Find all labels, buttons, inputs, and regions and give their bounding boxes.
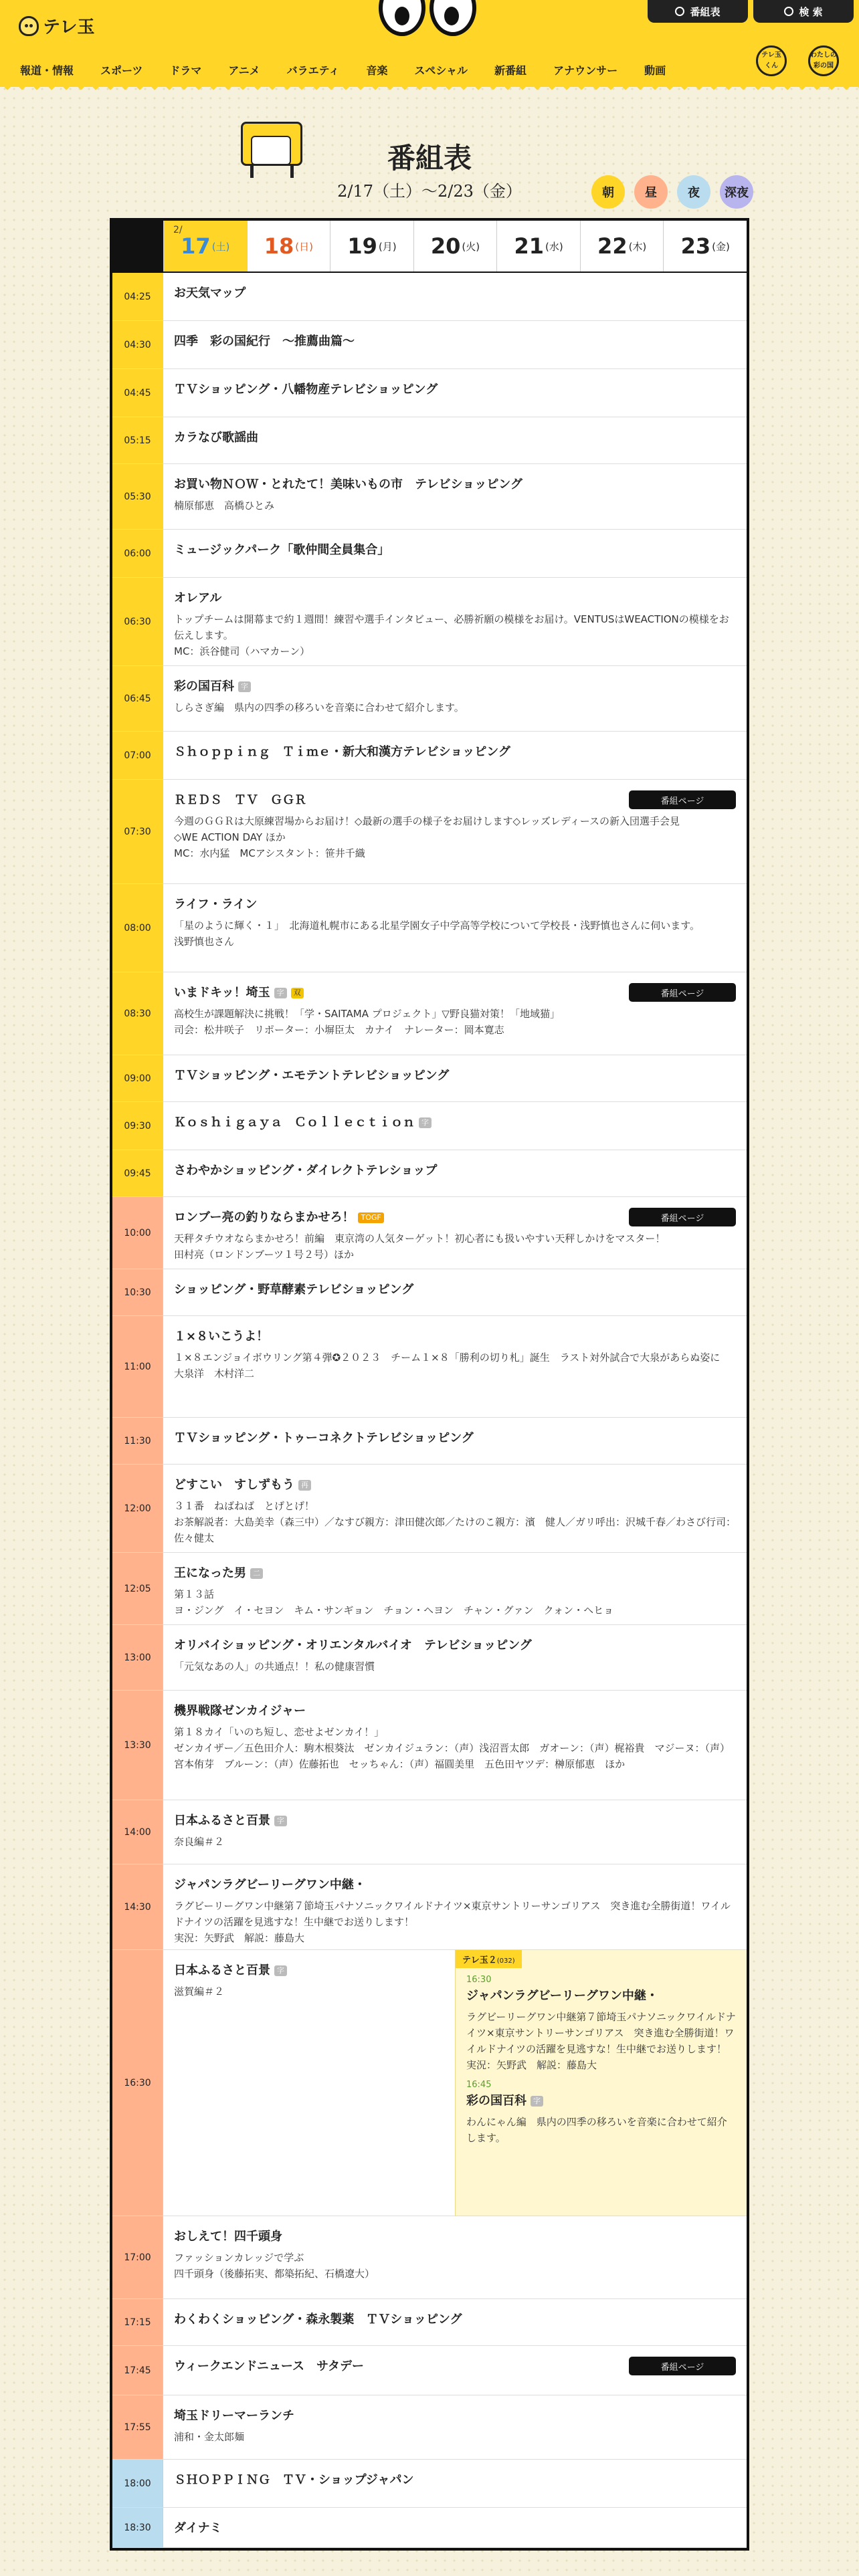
description-line: 第１３話: [174, 1588, 215, 1600]
program-description: [174, 1350, 736, 1382]
program-cell[interactable]: [163, 1864, 747, 1949]
time-cell: 10:30: [112, 1269, 163, 1315]
program-cell[interactable]: [163, 2299, 747, 2345]
program-cell[interactable]: [163, 1150, 747, 1196]
subchannel-name: テレ玉２: [462, 1955, 497, 1965]
program-title[interactable]: [174, 1962, 444, 1979]
program-description: [174, 1498, 736, 1546]
program-title-text: どすこい すしずもう: [174, 1478, 294, 1492]
program-title-text: １×８いこうよ！: [174, 1329, 269, 1344]
program-description: [174, 2250, 736, 2282]
time-cell: 11:30: [112, 1418, 163, 1464]
time-cell: 06:30: [112, 578, 163, 665]
program-title-text: オレアル: [174, 591, 222, 605]
program-title-text: ＳＨＯＰＰＩＮＧ ＴＶ・ショップジャパン: [174, 2473, 414, 2487]
day-weekday: (水): [545, 240, 563, 253]
program-row[interactable]: [112, 1800, 747, 1864]
day-tab[interactable]: [330, 221, 413, 272]
program-cell[interactable]: [163, 2460, 747, 2507]
description-line: 司会：松井咲子 リポーター：小塀臣太 カナイ ナレーター：岡本寛志: [174, 1024, 504, 1036]
program-description: [174, 1658, 736, 1675]
program-cell[interactable]: [163, 369, 747, 417]
program-cell[interactable]: [163, 1800, 747, 1864]
time-cell: 12:05: [112, 1553, 163, 1624]
program-description: [174, 1230, 736, 1263]
program-title-text: ＴＶショッピング・トゥーコネクトテレビショッピング: [174, 1431, 474, 1445]
description-line: 大泉洋 木村洋二: [174, 1368, 255, 1380]
subchannel-program[interactable]: [456, 2073, 747, 2146]
program-row[interactable]: [112, 2216, 747, 2299]
nav-item[interactable]: 音楽: [366, 64, 388, 77]
description-line: １×８エンジョイボウリング第４弾✪２０２３ チーム１×８「勝利の切り札」誕生 ラスト対外試合で大泉があらぬ姿に: [174, 1352, 721, 1364]
day-tab[interactable]: [413, 221, 497, 272]
program-description: [174, 1898, 736, 1946]
program-row[interactable]: [112, 1102, 747, 1150]
legend-0[interactable]: 朝: [591, 175, 625, 209]
time-cell: 16:30: [112, 1950, 163, 2216]
day-weekday: (火): [462, 240, 480, 253]
program-title[interactable]: [174, 2228, 736, 2246]
time-cell: 06:45: [112, 666, 163, 731]
program-cell[interactable]: [163, 578, 747, 665]
search-button[interactable]: [753, 0, 854, 23]
program-title-text: おしえて！四千頭身: [174, 2230, 282, 2244]
description-line: ラグビーリーグワン中継第７節埼玉パナソニックワイルドナイツ×東京サントリーサンゴリアス 突き進む全勝街道！ワイルドナイツの活躍を見逃すな！生中継でお送りします！: [174, 1900, 731, 1928]
program-tag: 字: [531, 2096, 543, 2107]
description-line: 高校生が課題解決に挑戦！「学・SAITAMA プロジェクト」▽野良猫対策！「地域猫」: [174, 1008, 560, 1020]
description-line: ファッションカレッジで学ぶ: [174, 2252, 304, 2264]
program-description: [174, 611, 736, 659]
program-description: [174, 498, 736, 514]
program-row[interactable]: [112, 578, 747, 666]
split-cell: [163, 1950, 747, 2216]
time-cell: 10:00: [112, 1197, 163, 1269]
time-cell: 17:55: [112, 2395, 163, 2459]
program-description: [174, 1006, 736, 1038]
description-line: 奈良編＃２: [174, 1836, 225, 1848]
time-cell: 07:30: [112, 780, 163, 883]
program-title[interactable]: [174, 2472, 736, 2489]
program-row[interactable]: [112, 1197, 747, 1269]
program-title[interactable]: [174, 744, 736, 761]
program-page-button[interactable]: 番組ページ: [629, 983, 736, 1002]
time-cell: 14:00: [112, 1800, 163, 1864]
time-cell: 17:00: [112, 2216, 163, 2298]
time-cell: 17:45: [112, 2346, 163, 2395]
program-page-button[interactable]: 番組ページ: [629, 790, 736, 809]
program-row[interactable]: [112, 2299, 747, 2346]
program-title[interactable]: [174, 1637, 736, 1654]
day-weekday: (金): [712, 240, 730, 253]
program-cell[interactable]: [163, 884, 747, 972]
sub-description: [466, 2114, 736, 2146]
program-description: [174, 1834, 736, 1850]
description-line: ゼンカイザー／五色田介人：駒木根葵汰 ゼンカイジュラン：（声）浅沼晋太郎 ガオーン：（声）梶裕貴 マジーヌ：（声）宮本侑芽 ブルーン：（声）佐藤拓也 セッちゃん：（声）福圓美里 五色田ヤツデ：榊原郁恵 ほか: [174, 1742, 731, 1770]
program-cell[interactable]: [163, 530, 747, 577]
program-description: [174, 700, 736, 716]
day-number: 19: [347, 233, 377, 259]
description-line: 実況：矢野武 解説：藤島大: [174, 1932, 305, 1944]
program-title-text: ミュージックパーク「歌仲間全員集合」: [174, 543, 390, 557]
program-cell[interactable]: [163, 1269, 747, 1315]
time-cell: 18:30: [112, 2508, 163, 2547]
nav-item[interactable]: アナウンサー: [553, 64, 618, 77]
description-line: お茶解説者：大島美幸（森三中）／なすび親方：津田健次郎／たけのこ親方：濱 健人／ガリ呼出：沢城千春／わさび行司：佐々健太: [174, 1516, 737, 1544]
program-row[interactable]: [112, 1150, 747, 1197]
program-title[interactable]: [174, 1477, 736, 1494]
program-title[interactable]: [174, 542, 736, 559]
zigzag-divider: [0, 83, 859, 98]
site-logo[interactable]: [19, 13, 94, 38]
program-cell[interactable]: [163, 732, 747, 779]
day-number: 18: [264, 233, 294, 259]
sub-title-text: 彩の国百科: [466, 2094, 527, 2108]
nav-item[interactable]: スペシャル: [414, 64, 468, 77]
time-cell: 13:30: [112, 1691, 163, 1800]
description-line: わんにゃん編 県内の四季の移ろいを音楽に合わせて紹介します。: [466, 2116, 727, 2144]
day-header: [112, 221, 747, 273]
program-row[interactable]: [112, 1465, 747, 1553]
program-row[interactable]: [112, 884, 747, 972]
day-number: 20: [430, 233, 461, 259]
program-title[interactable]: [174, 1067, 736, 1085]
program-row[interactable]: [112, 732, 747, 780]
program-cell[interactable]: [163, 972, 747, 1055]
time-cell: 11:00: [112, 1316, 163, 1417]
program-title-text: 日本ふるさと百景: [174, 1963, 270, 1977]
program-description: [174, 918, 736, 950]
description-line: MC：浜谷健司（ハマカーン）: [174, 645, 310, 657]
time-cell: 09:00: [112, 1055, 163, 1101]
program-title-text: ＴＶショッピング・エモテントテレビショッピング: [174, 1069, 450, 1083]
program-row[interactable]: [112, 530, 747, 578]
program-title[interactable]: [174, 2407, 736, 2425]
program-cell[interactable]: [163, 2346, 747, 2395]
legend-2[interactable]: 夜: [677, 175, 710, 209]
logo-face-icon: [19, 16, 39, 36]
sub-title-text: ジャパンラグビーリーグワン中継・: [466, 1989, 658, 2003]
program-cell[interactable]: [163, 1102, 747, 1150]
day-month: 2/: [173, 225, 183, 235]
sub-title[interactable]: [466, 2092, 736, 2110]
time-band-legend: [591, 175, 753, 209]
program-row[interactable]: [112, 1418, 747, 1465]
time-cell: 18:00: [112, 2460, 163, 2507]
description-line: 「星のように輝く・１」 北海道札幌市にある北星学園女子中学高等学校について学校長・浅野慎也さんに伺います。: [174, 920, 700, 932]
search-icon: [784, 7, 793, 16]
time-cell: 04:30: [112, 321, 163, 368]
schedule-button-label: 番組表: [690, 5, 721, 18]
program-title[interactable]: [174, 1703, 736, 1720]
program-title-text: ジャパンラグビーリーグワン中継・: [174, 1878, 366, 1892]
program-title[interactable]: [174, 1876, 736, 1894]
program-title-text: ロンブー亮の釣りならまかせろ！: [174, 1210, 355, 1224]
program-title-text: ライフ・ライン: [174, 897, 258, 911]
program-title[interactable]: [174, 678, 736, 695]
program-title[interactable]: [174, 590, 736, 607]
day-tab[interactable]: [663, 221, 747, 272]
time-cell: 13:00: [112, 1625, 163, 1690]
day-tab[interactable]: [580, 221, 664, 272]
day-number: 22: [597, 233, 628, 259]
program-tag: 字: [274, 1816, 287, 1826]
program-title-text: お天気マップ: [174, 286, 246, 300]
program-description: [174, 2429, 736, 2445]
program-description: [174, 1724, 736, 1772]
description-line: 天秤タチウオならまかせろ！前編 東京湾の人気ターゲット！初心者にも扱いやすい天秤しかけをマスター！: [174, 1232, 666, 1245]
program-title-text: Ｓｈｏｐｐｉｎｇ Ｔｉｍｅ・新大和漢方テレビショッピング: [174, 745, 510, 759]
program-cell[interactable]: [163, 666, 747, 731]
program-description: [174, 1586, 736, 1618]
sub-time: 16:45: [466, 2080, 492, 2090]
day-number: 21: [514, 233, 544, 259]
schedule-button[interactable]: [648, 0, 748, 23]
day-tab[interactable]: [496, 221, 580, 272]
program-cell[interactable]: [163, 1625, 747, 1690]
mascot-link-sainokuni[interactable]: わたしの 彩の国: [808, 45, 839, 76]
program-title[interactable]: [174, 429, 736, 447]
program-tag: 双: [291, 988, 304, 998]
program-row[interactable]: [112, 417, 747, 464]
time-cell: 08:00: [112, 884, 163, 972]
nav-item[interactable]: スポーツ: [100, 64, 143, 77]
program-title[interactable]: [174, 1114, 736, 1132]
day-weekday: (木): [628, 240, 647, 253]
sub-title[interactable]: [466, 1988, 736, 2005]
program-row[interactable]: [112, 464, 747, 530]
description-line: MC：水内猛 MCアシスタント：笹井千織: [174, 847, 365, 859]
program-title-text: 四季 彩の国紀行 〜推薦曲篇〜: [174, 334, 355, 348]
program-title[interactable]: [174, 2520, 736, 2537]
day-tab[interactable]: [247, 221, 330, 272]
day-weekday: (土): [211, 240, 230, 253]
description-line: 今週のＧＧＲは大原練習場からお届け！◇最新の選手の様子をお届けします◇レッズレディースの新入団選手会見: [174, 815, 680, 827]
program-tag: 字: [238, 681, 251, 692]
program-title[interactable]: [174, 1565, 736, 1582]
subchannel-label: [456, 1950, 522, 1968]
time-cell: 12:00: [112, 1465, 163, 1552]
program-title[interactable]: [174, 476, 736, 494]
day-number: 23: [680, 233, 711, 259]
program-cell[interactable]: [163, 1055, 747, 1101]
program-tag: 字: [274, 1965, 287, 1976]
program-title-text: 王になった男: [174, 1566, 246, 1580]
logo-text: テレ玉: [43, 17, 95, 37]
program-cell[interactable]: [163, 2216, 747, 2298]
legend-1[interactable]: 昼: [634, 175, 668, 209]
program-row[interactable]: [112, 1316, 747, 1418]
time-cell: 06:00: [112, 530, 163, 577]
program-row[interactable]: [112, 1691, 747, 1800]
program-title-text: お買い物ＮＯＷ・とれたて！美味いもの市 テレビショッピング: [174, 477, 522, 492]
program-row[interactable]: [112, 2346, 747, 2395]
subchannel-panel: [455, 1950, 747, 2216]
program-title-text: カラなび歌謡曲: [174, 431, 258, 445]
program-title-text: ダイナミ: [174, 2521, 222, 2535]
description-line: 「元気なあの人」の共通点！！私の健康習慣: [174, 1660, 375, 1673]
search-button-label: 検 索: [799, 5, 823, 18]
program-title-text: 機界戦隊ゼンカイジャー: [174, 1704, 306, 1718]
program-row[interactable]: [112, 2460, 747, 2508]
time-cell: 05:15: [112, 417, 163, 463]
program-row[interactable]: [112, 1625, 747, 1691]
time-cell: 04:25: [112, 273, 163, 320]
time-cell: 17:15: [112, 2299, 163, 2345]
time-cell: 14:30: [112, 1864, 163, 1949]
eye-icon: [430, 0, 476, 36]
description-line: 浦和・金太郎麺: [174, 2431, 245, 2443]
program-title-text: ＴＶショッピング・八幡物産テレビショッピング: [174, 383, 438, 397]
program-title[interactable]: [174, 381, 736, 399]
program-tag: TOGF: [358, 1212, 383, 1223]
schedule-table: [110, 218, 749, 2551]
day-weekday: (月): [378, 240, 397, 253]
program-row[interactable]: [112, 273, 747, 321]
program-tag: 再: [298, 1480, 311, 1491]
program-page-button[interactable]: 番組ページ: [629, 2357, 736, 2375]
program-title-text: わくわくショッピング・森永製薬 ＴＶショッピング: [174, 2313, 462, 2327]
program-row[interactable]: [112, 1864, 747, 1950]
program-title-text: ＲＥＤＳ ＴＶ ＧＧＲ: [174, 793, 306, 807]
program-page-button[interactable]: 番組ページ: [629, 1208, 736, 1226]
program-cell[interactable]: [163, 273, 747, 320]
program-description: [174, 813, 736, 861]
title-area: [0, 106, 859, 213]
program-title-text: 彩の国百科: [174, 679, 234, 693]
program-title[interactable]: [174, 2311, 736, 2329]
program-title-text: ショッピング・野草酵素テレビショッピング: [174, 1283, 414, 1297]
program-cell[interactable]: [163, 1691, 747, 1800]
program-tag: 二: [250, 1568, 263, 1579]
nav-item[interactable]: バラエティ: [286, 64, 340, 77]
description-line: ◇WE ACTION DAY ほか: [174, 831, 286, 843]
clock-icon: [675, 7, 684, 16]
sub-description: [466, 2009, 736, 2073]
program-row[interactable]: [112, 780, 747, 884]
description-line: トップチームは開幕まで約１週間！練習や選手インタビュー、必勝祈願の模様をお届け。VENTUSはWEACTIONの模様をお伝えします。: [174, 613, 729, 641]
program-cell[interactable]: [163, 1197, 747, 1269]
program-title[interactable]: [174, 285, 736, 302]
program-row[interactable]: [112, 2508, 747, 2548]
nav-item[interactable]: 報道・情報: [20, 64, 74, 77]
program-tag: 字: [274, 988, 287, 998]
legend-3[interactable]: 深夜: [720, 175, 753, 209]
time-cell: 09:30: [112, 1102, 163, 1150]
sub-time: 16:30: [466, 1975, 492, 1985]
mascot-eyes: [379, 0, 476, 36]
description-line: ３１番 ねばねば とげとげ！: [174, 1500, 315, 1512]
program-title[interactable]: [174, 1430, 736, 1447]
day-weekday: (日): [295, 240, 313, 253]
subchannel-number: (032): [496, 1957, 515, 1965]
description-line: ラグビーリーグワン中継第７節埼玉パナソニックワイルドナイツ×東京サントリーサンゴリアス 突き進む全勝街道！ワイルドナイツの活躍を見逃すな！生中継でお送りします！: [466, 2011, 736, 2055]
program-row[interactable]: [112, 972, 747, 1055]
program-title-text: いまドキッ！埼玉: [174, 986, 270, 1000]
day-tab[interactable]: [163, 221, 247, 272]
eye-icon: [379, 0, 425, 36]
day-number: 17: [181, 233, 211, 259]
description-line: 四千頭身（後藤拓実、都築拓紀、石橋遼大）: [174, 2268, 375, 2280]
mascot-link-teletama[interactable]: テレ玉 くん: [756, 45, 787, 76]
description-line: 田村亮（ロンドンブーツ１号２号）ほか: [174, 1249, 354, 1261]
description-line: 実況：矢野武 解説：藤島大: [466, 2059, 597, 2071]
program-cell[interactable]: [163, 2508, 747, 2547]
program-title-text: 日本ふるさと百景: [174, 1814, 270, 1828]
program-title[interactable]: [174, 1812, 736, 1830]
program-row[interactable]: [112, 321, 747, 369]
program-row[interactable]: [112, 1055, 747, 1102]
program-title[interactable]: [174, 1328, 736, 1346]
program-cell[interactable]: [163, 464, 747, 529]
time-cell: 04:45: [112, 369, 163, 417]
description-line: 楠原郁恵 高橋ひとみ: [174, 500, 275, 512]
nav-item[interactable]: 新番組: [494, 64, 527, 77]
program-title[interactable]: [174, 333, 736, 350]
description-line: 滋賀編＃２: [174, 1985, 225, 1998]
program-cell[interactable]: [163, 1418, 747, 1464]
program-cell[interactable]: [163, 780, 747, 883]
time-cell: 05:30: [112, 464, 163, 529]
description-line: 浅野慎也さん: [174, 936, 235, 948]
nav-item[interactable]: ドラマ: [169, 64, 202, 77]
program-title[interactable]: [174, 1281, 736, 1299]
program-title-text: Ｋｏｓｈｉｇａｙａ Ｃｏｌｌｅｃｔｉｏｎ: [174, 1115, 415, 1130]
page-title: 番組表: [387, 142, 472, 175]
program-row[interactable]: [112, 666, 747, 732]
program-description: [174, 1983, 444, 2000]
description-line: 第１８カイ「いのち短し、恋せよゼンカイ！」: [174, 1726, 385, 1738]
program-cell[interactable]: [163, 1316, 747, 1417]
description-line: ヨ・ジング イ・セヨン キム・サンギョン チョン・ヘヨン チャン・グァン クォン・ヘヒョ: [174, 1604, 614, 1616]
program-title-text: 埼玉ドリーマーランチ: [174, 2409, 294, 2423]
program-cell[interactable]: [163, 321, 747, 368]
nav-item[interactable]: アニメ: [228, 64, 260, 77]
program-cell[interactable]: [163, 1465, 747, 1552]
program-title[interactable]: [174, 1162, 736, 1180]
program-row-split[interactable]: [112, 1950, 747, 2216]
program-title-text: さわやかショッピング・ダイレクトテレショップ: [174, 1164, 438, 1178]
time-cell: 08:30: [112, 972, 163, 1055]
nav-item[interactable]: 動画: [644, 64, 666, 77]
time-cell: 07:00: [112, 732, 163, 779]
description-line: しらさぎ編 県内の四季の移ろいを音楽に合わせて紹介します。: [174, 702, 464, 714]
day-header-corner: [112, 221, 163, 272]
program-cell[interactable]: [163, 1950, 455, 2216]
program-title-text: オリバイショッピング・オリエンタルバイオ テレビショッピング: [174, 1638, 532, 1652]
program-title-text: ウィークエンドニュース サタデー: [174, 2359, 365, 2373]
program-row[interactable]: [112, 2395, 747, 2460]
program-cell[interactable]: [163, 417, 747, 463]
program-row[interactable]: [112, 369, 747, 417]
program-cell[interactable]: [163, 1553, 747, 1624]
main-nav: [0, 56, 859, 83]
program-row[interactable]: [112, 1553, 747, 1625]
program-cell[interactable]: [163, 2395, 747, 2459]
subchannel-program[interactable]: [456, 1968, 747, 2073]
program-tag: 字: [419, 1117, 432, 1128]
date-range: 2/17（土）〜2/23（金）: [337, 182, 522, 201]
program-row[interactable]: [112, 1269, 747, 1316]
program-title[interactable]: [174, 896, 736, 914]
time-cell: 09:45: [112, 1150, 163, 1196]
